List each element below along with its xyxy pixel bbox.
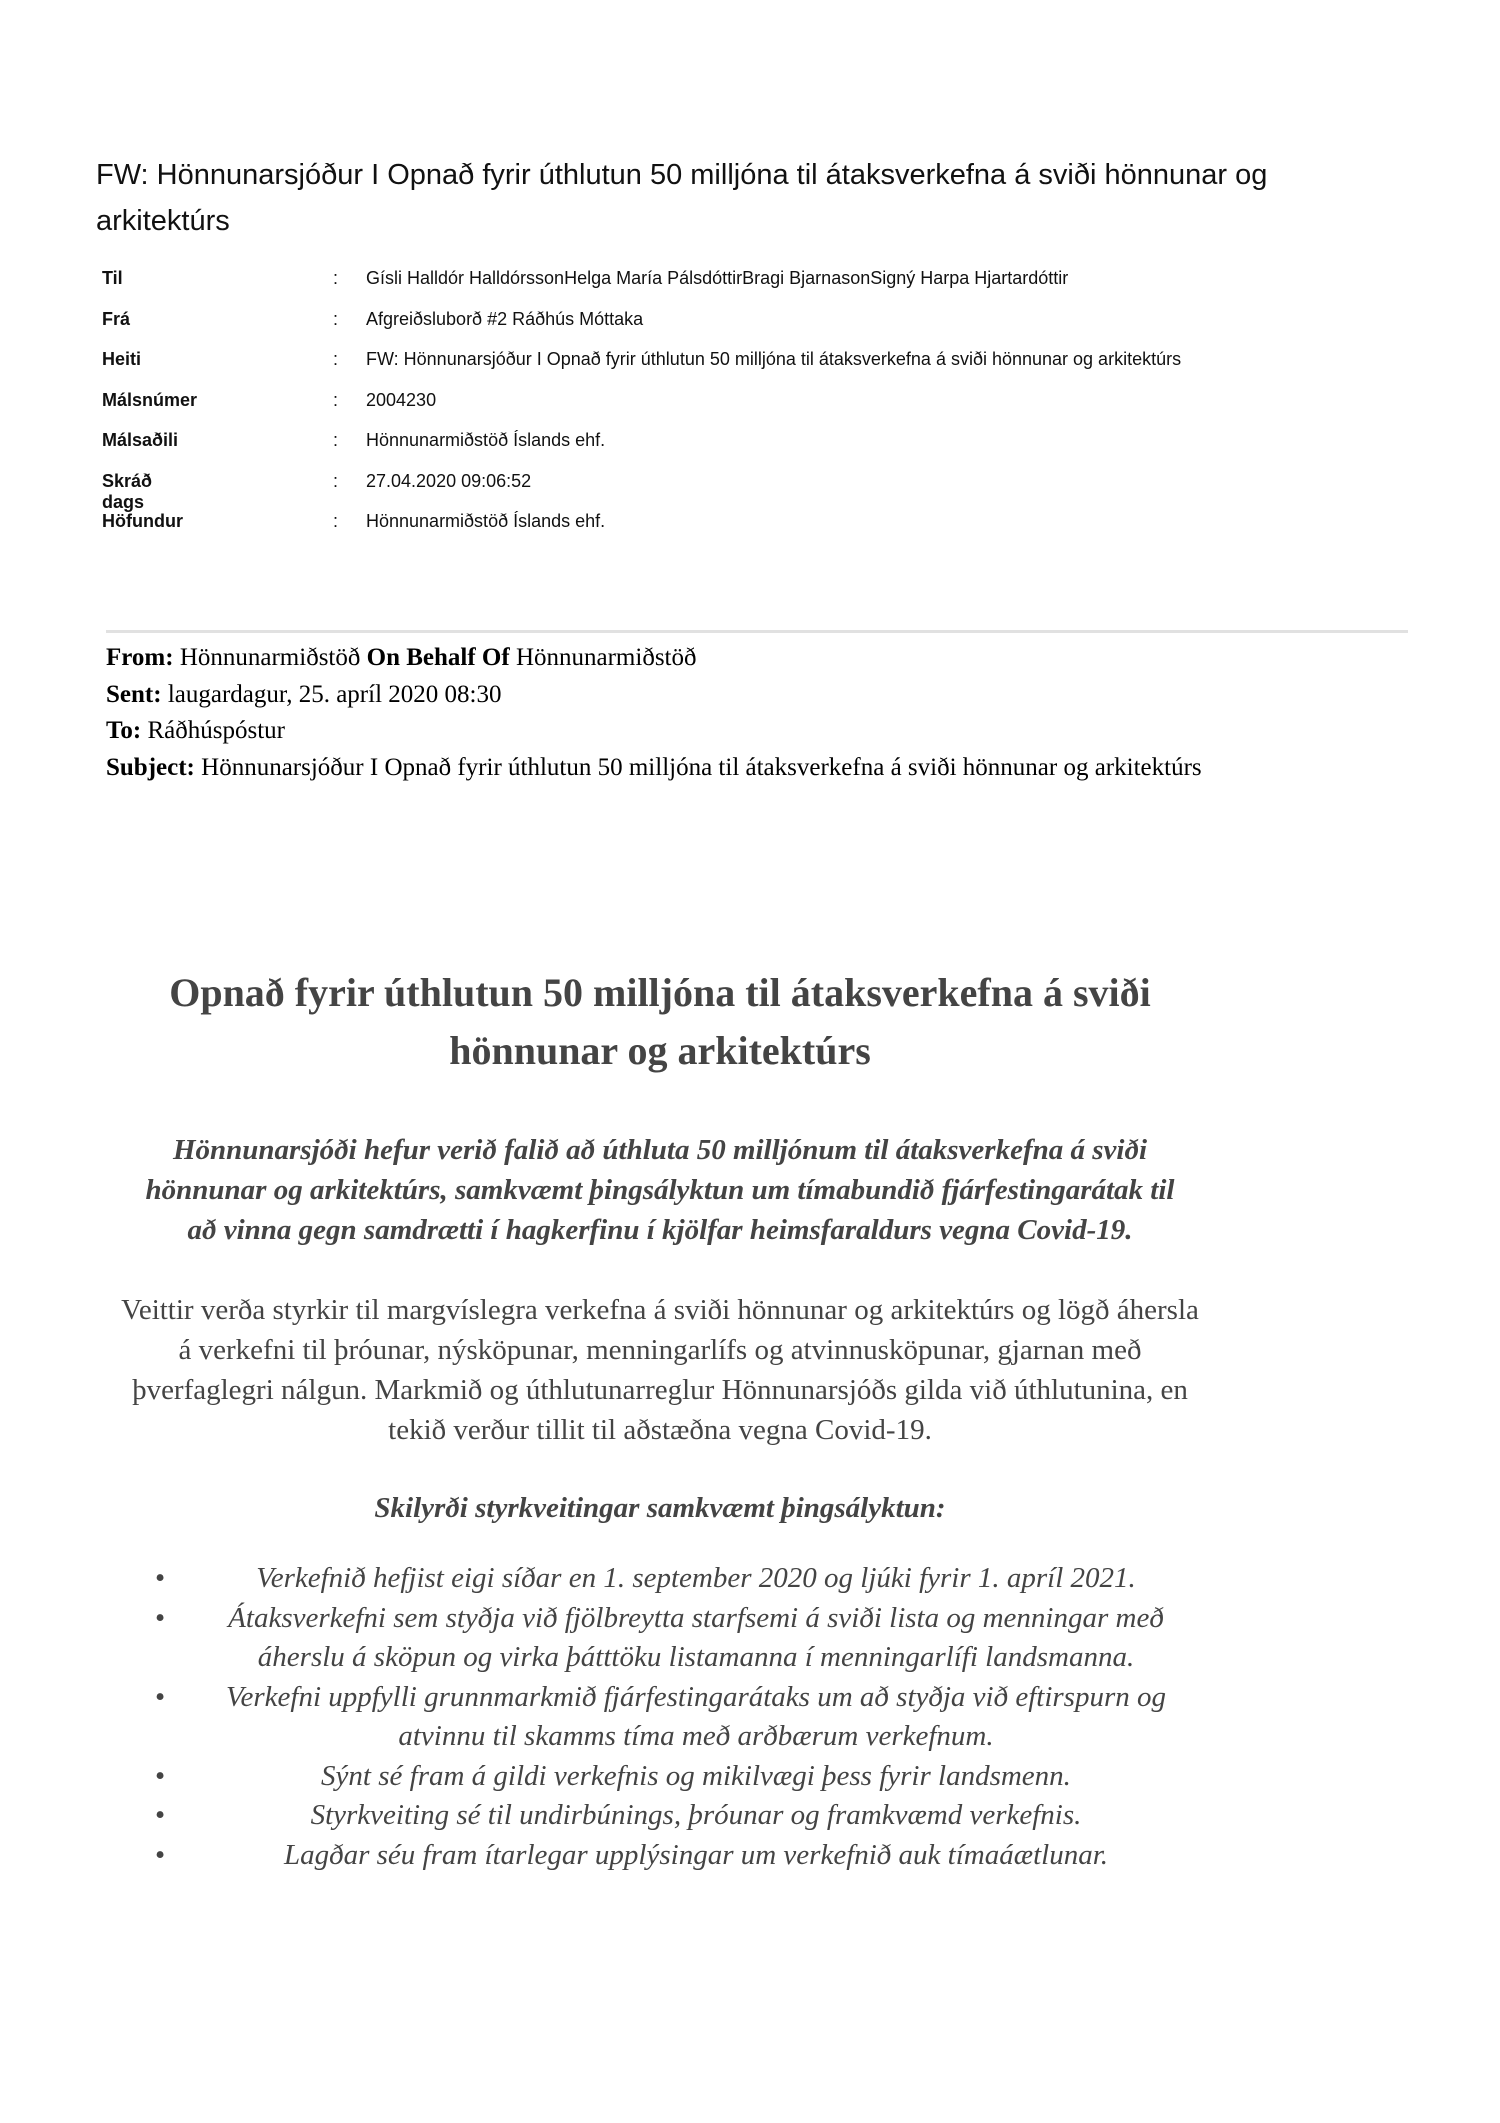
metadata-value: FW: Hönnunarsjóður I Opnað fyrir úthlutun 50 milljóna til átaksverkefna á sviði hönnunar og arkitektúrs [366, 349, 1182, 369]
metadata-separator: : [333, 268, 339, 288]
metadata-label: Höfundur [102, 511, 183, 531]
metadata-separator: : [333, 430, 339, 450]
list-item [120, 1599, 1200, 1678]
email-to-line [106, 713, 1202, 750]
metadata-value: Gísli Halldór HalldórssonHelga María PálsdóttirBragi BjarnasonSigný Harpa Hjartardóttir [366, 268, 1069, 288]
bullet-icon: • [155, 1562, 166, 1594]
article-body: Veittir verða styrkir til margvíslegra verkefna á sviði hönnunar og arkitektúrs og lögð áhersla á verkefni til þróunar, nýsköpunar, menningarlífs og atvinnusköpunar, gjarnan með þverfaglegri nálgun. Markmið og úthlutunarreglur Hönnunarsjóðs gilda við úthlutunina, en tekið verður tillit til aðstæðna vegna Covid-19. [121, 1294, 1199, 1446]
metadata-label: Heiti [102, 349, 142, 369]
metadata-label: Til [102, 268, 123, 288]
metadata-label: Málsaðili [102, 430, 179, 450]
article-headline: Opnað fyrir úthlutun 50 milljóna til átaksverkefna á sviði hönnunar og arkitektúrs [169, 970, 1151, 1073]
bullet-icon: • [155, 1680, 166, 1713]
divider [106, 630, 1408, 633]
list-item [120, 1836, 1200, 1876]
bullet-icon: • [155, 1799, 166, 1831]
condition-text: Lagðar séu fram ítarlegar upplýsingar um verkefnið auk tímaáætlunar. [283, 1838, 1109, 1871]
to-label: To: [106, 717, 142, 744]
email-subject-line [106, 750, 1202, 787]
sent-value: laugardagur, 25. apríl 2020 08:30 [167, 680, 502, 708]
metadata-label: Málsnúmer [102, 389, 198, 410]
metadata-separator: : [333, 389, 339, 410]
email-header [106, 640, 1202, 786]
subject-label: Subject: [106, 753, 195, 781]
metadata-label: Frá [102, 308, 131, 329]
metadata-separator: : [333, 308, 339, 329]
article [120, 964, 1200, 1875]
metadata-value: 2004230 [366, 389, 437, 410]
email-from-line [106, 640, 1202, 677]
metadata-value: Afgreiðsluborð #2 Ráðhús Móttaka [366, 308, 644, 329]
sent-label: Sent: [106, 680, 162, 708]
conditions-heading: Skilyrði styrkveitingar samkvæmt þingsályktun: [374, 1492, 946, 1524]
list-item [120, 1678, 1200, 1757]
conditions-list [120, 1559, 1200, 1875]
bullet-icon: • [155, 1838, 166, 1871]
email-sent-line [106, 677, 1202, 714]
on-behalf-value: Hönnunarmiðstöð [515, 644, 697, 671]
list-item [120, 1559, 1200, 1599]
metadata-value: 27.04.2020 09:06:52 [366, 470, 532, 491]
list-item [120, 1796, 1200, 1836]
metadata-value: Hönnunarmiðstöð Íslands ehf. [366, 430, 606, 450]
condition-text: Átaksverkefni sem styðja við fjölbreytta starfsemi á sviði lista og menningar með áherslu á sköpun og virka þátttöku listamanna í menningarlífi landsmanna. [228, 1601, 1164, 1673]
condition-text: Sýnt sé fram á gildi verkefnis og mikilvægi þess fyrir landsmenn. [321, 1759, 1071, 1792]
metadata-separator: : [333, 470, 339, 491]
from-value: Hönnunarmiðstöð [179, 644, 361, 671]
metadata-value: Hönnunarmiðstöð Íslands ehf. [366, 511, 606, 531]
metadata-separator: : [333, 349, 339, 369]
subject-value: Hönnunarsjóður I Opnað fyrir úthlutun 50 milljóna til átaksverkefna á sviði hönnunar og arkitektúrs [201, 753, 1202, 781]
condition-text: Verkefnið hefjist eigi síðar en 1. september 2020 og ljúki fyrir 1. apríl 2021. [256, 1562, 1136, 1594]
bullet-icon: • [155, 1759, 166, 1792]
condition-text: Styrkveiting sé til undirbúnings, þróunar og framkvæmd verkefnis. [310, 1799, 1082, 1831]
bullet-icon: • [155, 1601, 166, 1634]
metadata-label: Skráð dags [102, 470, 153, 512]
document-title: FW: Hönnunarsjóður I Opnað fyrir úthlutun 50 milljóna til átaksverkefna á sviði hönnunar og arkitektúrs [96, 159, 1268, 237]
list-item [120, 1757, 1200, 1797]
article-lead: Hönnunarsjóði hefur verið falið að úthluta 50 milljónum til átaksverkefna á sviði hönnunar og arkitektúrs, samkvæmt þingsályktun um tímabundið fjárfestingarátak til að vinna gegn samdrætti í hagkerfinu í kjölfar heimsfaraldurs vegna Covid-19. [145, 1134, 1175, 1246]
condition-text: Verkefni uppfylli grunnmarkmið fjárfestingarátaks um að styðja við eftirspurn og atvinnu til skamms tíma með arðbærum verkefnum. [225, 1680, 1167, 1752]
from-label: From: [106, 644, 174, 671]
to-value: Ráðhúspóstur [147, 717, 285, 744]
metadata-separator: : [333, 511, 339, 531]
on-behalf-label: On Behalf Of [366, 644, 510, 671]
